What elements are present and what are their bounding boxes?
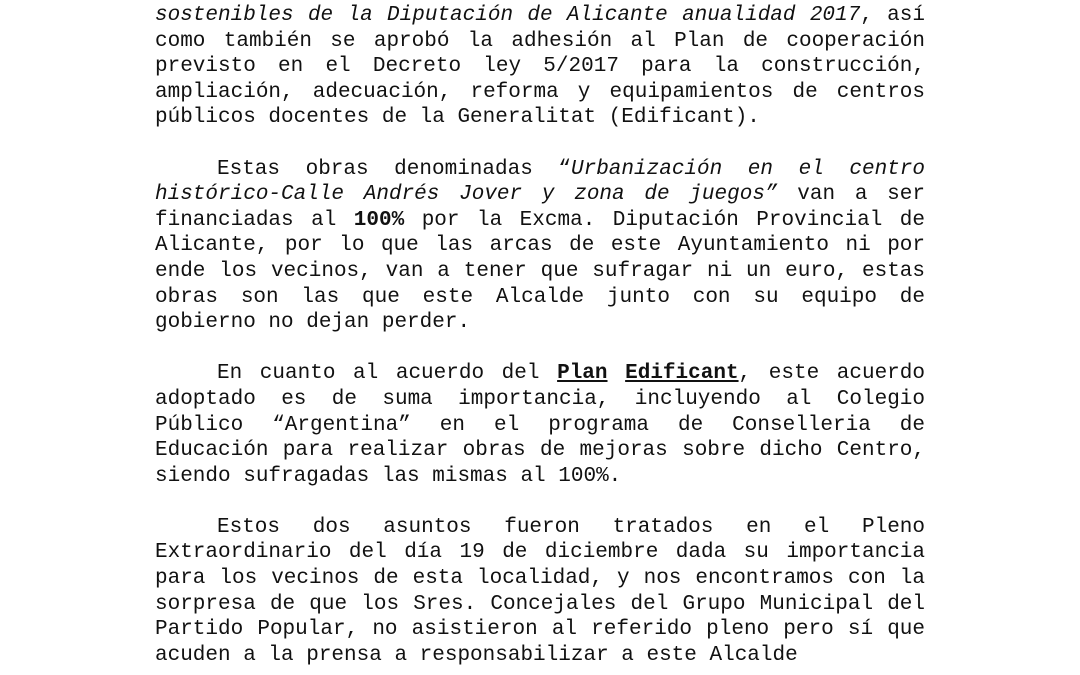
- paragraph-2-lead: Estas obras denominadas “: [217, 157, 571, 181]
- paragraph-1-italic-intro: sostenibles de la Diputación de Alicante anualidad 2017: [155, 4, 861, 27]
- edificant-word: Edificant: [625, 362, 739, 386]
- paragraph-2-bold-percent: 100%: [353, 208, 405, 232]
- paragraph-3-lead: En cuanto al acuerdo del: [217, 362, 558, 386]
- paragraph-1-text: , así como también se aprobó la adhesión al Plan de cooperación previsto en el Decreto ley 5/2017 para la construcción, ampliación, adecuación, reforma y equipamientos de centros públicos docentes de la Generalitat (Edificant).: [155, 4, 925, 130]
- paragraph-4-text: Estos dos asuntos fueron tratados en el Pleno Extraordinario del día 19 de diciembre dada su importancia para los vecinos de esta localidad, y nos encontramos con la sorpresa de que los Sres. Concejales del Grupo Municipal del Partido Popular, no asistieron al referido pleno pero sí que acuden a la prensa a responsabilizar a este Alcalde: [155, 515, 925, 667]
- paragraph-3: [155, 361, 925, 489]
- paragraph-3-text: , este acuerdo adoptado es de suma importancia, incluyendo al Colegio Público “Argentina” en el programa de Conselleria de Educación para realizar obras de mejoras sobre dicho Centro, siendo sufragadas las mismas al 100%.: [155, 362, 925, 488]
- paragraph-4: [155, 515, 925, 669]
- paragraph-1: [155, 3, 925, 131]
- paragraph-2-mid: van a ser financiadas al: [155, 183, 925, 232]
- document-body: [155, 3, 925, 675]
- paragraph-2-italic-title: Urbanización en el centro histórico-Calle Andrés Jover y zona de juegos”: [155, 157, 925, 207]
- paragraph-2: [155, 157, 925, 336]
- plan-word: Plan: [557, 362, 608, 386]
- paragraph-2-text: por la Excma. Diputación Provincial de Alicante, por lo que las arcas de este Ayuntamiento ni por ende los vecinos, van a tener que sufragar ni un euro, estas obras son las que este Alcalde junto con su equipo de gobierno no dejan perder.: [155, 208, 925, 335]
